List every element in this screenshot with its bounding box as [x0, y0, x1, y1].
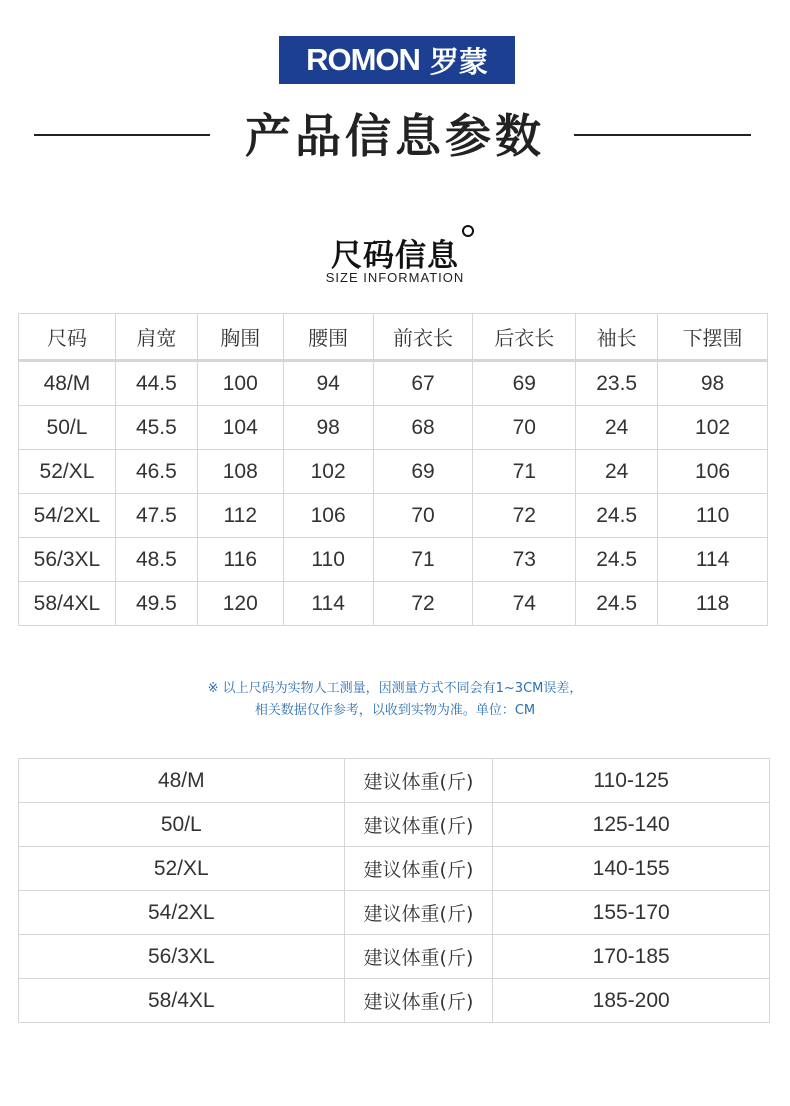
size-table [18, 313, 768, 626]
brand-name-en: ROMON [306, 42, 420, 77]
header-cell: 下摆围 [658, 314, 768, 361]
table-cell: 24.5 [576, 538, 658, 582]
table-row [19, 847, 770, 891]
section-title: 尺码信息 [331, 238, 459, 274]
section-subtitle: SIZE INFORMATION [325, 270, 465, 285]
table-cell: 68 [373, 406, 473, 450]
table-cell: 47.5 [115, 494, 197, 538]
size-cell: 54/2XL [19, 494, 116, 538]
table-cell: 106 [658, 450, 768, 494]
measurement-note-line-1: ※ 以上尺码为实物人工测量，因测量方式不同会有1~3CM误差， [207, 681, 583, 696]
table-cell: 45.5 [115, 406, 197, 450]
table-cell: 104 [197, 406, 283, 450]
weight-label: 建议体重(斤) [344, 935, 493, 979]
table-cell: 120 [197, 582, 283, 626]
size-cell: 58/4XL [19, 582, 116, 626]
size-table-header [19, 314, 768, 361]
table-cell: 110 [283, 538, 373, 582]
table-cell: 49.5 [115, 582, 197, 626]
table-row [19, 406, 768, 450]
table-cell: 110 [658, 494, 768, 538]
weight-range: 125-140 [493, 803, 770, 847]
table-cell: 72 [373, 582, 473, 626]
table-cell: 72 [473, 494, 576, 538]
table-cell: 118 [658, 582, 768, 626]
table-row [19, 582, 768, 626]
table-cell: 70 [373, 494, 473, 538]
table-row [19, 891, 770, 935]
size-cell: 48/M [19, 759, 345, 803]
brand-name-cn: 罗蒙 [429, 44, 488, 79]
table-cell: 73 [473, 538, 576, 582]
header-cell: 腰围 [283, 314, 373, 361]
table-cell: 114 [658, 538, 768, 582]
size-cell: 50/L [19, 803, 345, 847]
table-row [19, 494, 768, 538]
header-cell: 前衣长 [373, 314, 473, 361]
size-cell: 52/XL [19, 450, 116, 494]
weight-range: 155-170 [493, 891, 770, 935]
header-cell: 胸围 [197, 314, 283, 361]
table-row [19, 979, 770, 1023]
size-cell: 54/2XL [19, 891, 345, 935]
page-title: 产品信息参数 [245, 109, 545, 163]
table-row [19, 538, 768, 582]
table-cell: 24.5 [576, 582, 658, 626]
weight-range: 140-155 [493, 847, 770, 891]
table-row [19, 935, 770, 979]
degree-dot-decoration [462, 225, 474, 237]
table-row [19, 450, 768, 494]
header-cell: 后衣长 [473, 314, 576, 361]
table-cell: 70 [473, 406, 576, 450]
weight-range: 110-125 [493, 759, 770, 803]
header-cell: 袖长 [576, 314, 658, 361]
size-cell: 58/4XL [19, 979, 345, 1023]
header-cell: 尺码 [19, 314, 116, 361]
table-cell: 69 [373, 450, 473, 494]
table-cell: 71 [373, 538, 473, 582]
table-cell: 114 [283, 582, 373, 626]
table-cell: 71 [473, 450, 576, 494]
table-cell: 102 [658, 406, 768, 450]
table-cell: 24.5 [576, 494, 658, 538]
weight-label: 建议体重(斤) [344, 847, 493, 891]
table-row [19, 759, 770, 803]
header-cell: 肩宽 [115, 314, 197, 361]
table-cell: 106 [283, 494, 373, 538]
weight-table [18, 758, 770, 1023]
table-cell: 24 [576, 406, 658, 450]
weight-label: 建议体重(斤) [344, 891, 493, 935]
table-cell: 94 [283, 361, 373, 406]
measurement-note-line-2: 相关数据仅作参考，以收到实物为准。单位：CM [254, 703, 536, 718]
weight-range: 170-185 [493, 935, 770, 979]
weight-label: 建议体重(斤) [344, 979, 493, 1023]
table-cell: 100 [197, 361, 283, 406]
table-cell: 98 [283, 406, 373, 450]
table-cell: 102 [283, 450, 373, 494]
table-cell: 23.5 [576, 361, 658, 406]
size-cell: 56/3XL [19, 538, 116, 582]
table-cell: 67 [373, 361, 473, 406]
table-cell: 112 [197, 494, 283, 538]
table-cell: 44.5 [115, 361, 197, 406]
table-row [19, 361, 768, 406]
table-cell: 98 [658, 361, 768, 406]
brand-logo [279, 36, 515, 84]
table-cell: 69 [473, 361, 576, 406]
table-cell: 74 [473, 582, 576, 626]
table-cell: 46.5 [115, 450, 197, 494]
table-cell: 48.5 [115, 538, 197, 582]
size-cell: 50/L [19, 406, 116, 450]
size-cell: 48/M [19, 361, 116, 406]
table-cell: 116 [197, 538, 283, 582]
table-row [19, 803, 770, 847]
table-cell: 108 [197, 450, 283, 494]
weight-label: 建议体重(斤) [344, 803, 493, 847]
size-cell: 52/XL [19, 847, 345, 891]
size-cell: 56/3XL [19, 935, 345, 979]
table-cell: 24 [576, 450, 658, 494]
weight-range: 185-200 [493, 979, 770, 1023]
weight-label: 建议体重(斤) [344, 759, 493, 803]
